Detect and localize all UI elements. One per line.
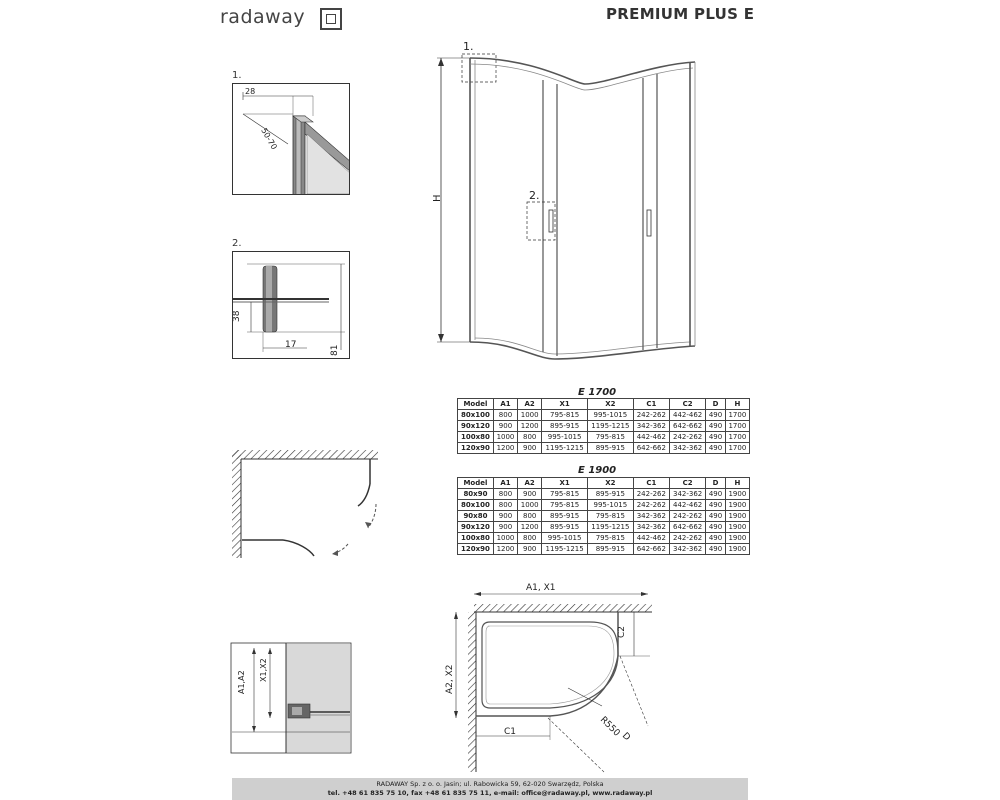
- table-row: [458, 410, 750, 421]
- cell-c1: 342-362: [633, 522, 669, 533]
- cell-model: 80x100: [458, 500, 494, 511]
- col-header-x1: X1: [542, 399, 588, 410]
- cell-d: 490: [706, 421, 725, 432]
- cell-h: 1700: [725, 410, 749, 421]
- cell-d: 490: [706, 533, 725, 544]
- col-header-model: Model: [458, 399, 494, 410]
- detail-1-dim-50-70: 50-70: [259, 126, 279, 152]
- plan-c1-label: C1: [504, 727, 517, 737]
- cell-x1: 795-815: [542, 500, 588, 511]
- table-header-row: [458, 399, 750, 410]
- cell-h: 1700: [725, 443, 749, 454]
- cell-x1: 995-1015: [542, 533, 588, 544]
- col-header-d: D: [706, 478, 725, 489]
- callout-1-label: 1.: [463, 40, 474, 53]
- cell-x1: 1195-1215: [542, 443, 588, 454]
- cell-d: 490: [706, 511, 725, 522]
- cell-x1: 895-915: [542, 421, 588, 432]
- table-row: [458, 489, 750, 500]
- cell-a1: 1000: [493, 432, 517, 443]
- cell-d: 490: [706, 544, 725, 555]
- col-header-h: H: [725, 478, 749, 489]
- cell-x1: 795-815: [542, 410, 588, 421]
- cell-a1: 900: [493, 522, 517, 533]
- cell-model: 80x100: [458, 410, 494, 421]
- cell-c2: 642-662: [669, 522, 705, 533]
- detail-2-dim-17: 17: [285, 340, 297, 350]
- cell-c1: 342-362: [633, 421, 669, 432]
- cell-x2: 1195-1215: [587, 522, 633, 533]
- table-e1700: [457, 398, 750, 454]
- cell-h: 1900: [725, 533, 749, 544]
- cell-x2: 895-915: [587, 489, 633, 500]
- plan-top-dimension-label: A1, X1: [526, 583, 556, 593]
- table-row: [458, 511, 750, 522]
- table-row: [458, 500, 750, 511]
- col-header-a1: A1: [493, 399, 517, 410]
- cell-d: 490: [706, 443, 725, 454]
- col-header-h: H: [725, 399, 749, 410]
- table-row: [458, 421, 750, 432]
- cell-c2: 342-362: [669, 544, 705, 555]
- cell-c1: 642-662: [633, 443, 669, 454]
- cell-c2: 342-362: [669, 443, 705, 454]
- side-detail-drawing: [230, 642, 352, 754]
- col-header-a2: A2: [518, 399, 542, 410]
- cell-a1: 1000: [493, 533, 517, 544]
- cell-d: 490: [706, 522, 725, 533]
- cell-a1: 900: [493, 511, 517, 522]
- cell-x1: 895-915: [542, 522, 588, 533]
- table-e1900: [457, 477, 750, 555]
- cell-x2: 995-1015: [587, 500, 633, 511]
- cell-h: 1700: [725, 432, 749, 443]
- plan-view-drawing: [440, 576, 655, 774]
- cell-d: 490: [706, 500, 725, 511]
- table-row: [458, 533, 750, 544]
- cell-a1: 800: [493, 500, 517, 511]
- detail-2-drawing: [233, 252, 349, 358]
- col-header-a1: A1: [493, 478, 517, 489]
- table-row: [458, 432, 750, 443]
- cell-model: 100x80: [458, 432, 494, 443]
- cell-h: 1700: [725, 421, 749, 432]
- side-a-label: A1,A2: [237, 670, 246, 694]
- cell-a2: 900: [518, 489, 542, 500]
- cell-h: 1900: [725, 511, 749, 522]
- cell-c1: 442-462: [633, 432, 669, 443]
- table-row: [458, 443, 750, 454]
- cell-a2: 800: [518, 533, 542, 544]
- cell-c1: 242-262: [633, 489, 669, 500]
- cell-a1: 800: [493, 410, 517, 421]
- cell-x1: 995-1015: [542, 432, 588, 443]
- cell-c1: 342-362: [633, 511, 669, 522]
- brand-name: radaway: [220, 6, 306, 28]
- col-header-c1: C1: [633, 478, 669, 489]
- cell-x2: 795-815: [587, 432, 633, 443]
- cell-x2: 995-1015: [587, 410, 633, 421]
- cell-d: 490: [706, 410, 725, 421]
- detail-1-dim-28: 28: [245, 87, 256, 96]
- cell-model: 90x80: [458, 511, 494, 522]
- table-e1900-title: E 1900: [578, 465, 617, 476]
- plan-c2-label: C2: [617, 625, 627, 638]
- cell-x2: 1195-1215: [587, 421, 633, 432]
- cell-x2: 795-815: [587, 511, 633, 522]
- height-label: H: [432, 194, 443, 202]
- col-header-c2: C2: [669, 399, 705, 410]
- cell-model: 90x120: [458, 522, 494, 533]
- col-header-x2: X2: [587, 478, 633, 489]
- cell-c1: 442-462: [633, 533, 669, 544]
- detail-2-dim-81: 81: [330, 344, 340, 356]
- col-header-c1: C1: [633, 399, 669, 410]
- cell-a1: 900: [493, 421, 517, 432]
- cell-c2: 242-262: [669, 432, 705, 443]
- cell-x2: 895-915: [587, 443, 633, 454]
- footer-contact: tel. +48 61 835 75 10, fax +48 61 835 75 11, e-mail: office@radaway.pl, www.radaway.pl: [327, 789, 653, 797]
- cell-c1: 642-662: [633, 544, 669, 555]
- cell-a2: 900: [518, 443, 542, 454]
- table-row: [458, 522, 750, 533]
- cell-c2: 442-462: [669, 500, 705, 511]
- cell-model: 80x90: [458, 489, 494, 500]
- col-header-d: D: [706, 399, 725, 410]
- cell-h: 1900: [725, 522, 749, 533]
- cell-h: 1900: [725, 489, 749, 500]
- cell-x1: 1195-1215: [542, 544, 588, 555]
- product-title: PREMIUM PLUS E: [606, 5, 755, 23]
- footer-address: RADAWAY Sp. z o. o. Jasin; ul. Rabowicka 59, 62-020 Swarzędz, Polska: [376, 780, 604, 788]
- col-header-x1: X1: [542, 478, 588, 489]
- col-header-model: Model: [458, 478, 494, 489]
- detail-1-marker: 1.: [232, 70, 242, 81]
- table-header-row: [458, 478, 750, 489]
- cell-x2: 895-915: [587, 544, 633, 555]
- cell-h: 1900: [725, 544, 749, 555]
- cell-model: 100x80: [458, 533, 494, 544]
- side-x-label: X1,X2: [259, 658, 268, 682]
- detail-1-drawing: [233, 84, 349, 194]
- company-footer: [232, 778, 748, 800]
- brand-logo: [220, 6, 352, 32]
- cell-x2: 795-815: [587, 533, 633, 544]
- cell-x1: 895-915: [542, 511, 588, 522]
- cell-a2: 1200: [518, 421, 542, 432]
- cell-a1: 800: [493, 489, 517, 500]
- cell-c2: 242-262: [669, 533, 705, 544]
- plan-side-dimension-label: A2, X2: [445, 664, 455, 694]
- cell-c2: 342-362: [669, 489, 705, 500]
- cell-c1: 242-262: [633, 500, 669, 511]
- col-header-a2: A2: [518, 478, 542, 489]
- cell-c2: 642-662: [669, 421, 705, 432]
- plan-radius-label: R550: [597, 715, 622, 739]
- table-row: [458, 544, 750, 555]
- callout-2-label: 2.: [529, 189, 540, 202]
- cell-h: 1900: [725, 500, 749, 511]
- square-logo-icon: [320, 8, 342, 30]
- cell-a2: 900: [518, 544, 542, 555]
- cell-x1: 795-815: [542, 489, 588, 500]
- cell-a2: 800: [518, 432, 542, 443]
- cell-c1: 242-262: [633, 410, 669, 421]
- cell-a1: 1200: [493, 544, 517, 555]
- cell-model: 120x90: [458, 443, 494, 454]
- cell-model: 90x120: [458, 421, 494, 432]
- cell-a2: 800: [518, 511, 542, 522]
- plan-d-label: D: [619, 731, 632, 744]
- door-swing-diagram: [228, 446, 380, 564]
- front-view-drawing: [425, 34, 710, 374]
- cell-d: 490: [706, 432, 725, 443]
- cell-a1: 1200: [493, 443, 517, 454]
- detail-2-box: [232, 251, 350, 359]
- cell-a2: 1200: [518, 522, 542, 533]
- cell-d: 490: [706, 489, 725, 500]
- col-header-c2: C2: [669, 478, 705, 489]
- detail-1-box: [232, 83, 350, 195]
- cell-a2: 1000: [518, 500, 542, 511]
- cell-a2: 1000: [518, 410, 542, 421]
- cell-c2: 442-462: [669, 410, 705, 421]
- cell-c2: 242-262: [669, 511, 705, 522]
- cell-model: 120x90: [458, 544, 494, 555]
- detail-2-dim-38: 38: [233, 310, 242, 322]
- detail-2-marker: 2.: [232, 238, 242, 249]
- col-header-x2: X2: [587, 399, 633, 410]
- table-e1700-title: E 1700: [578, 387, 617, 398]
